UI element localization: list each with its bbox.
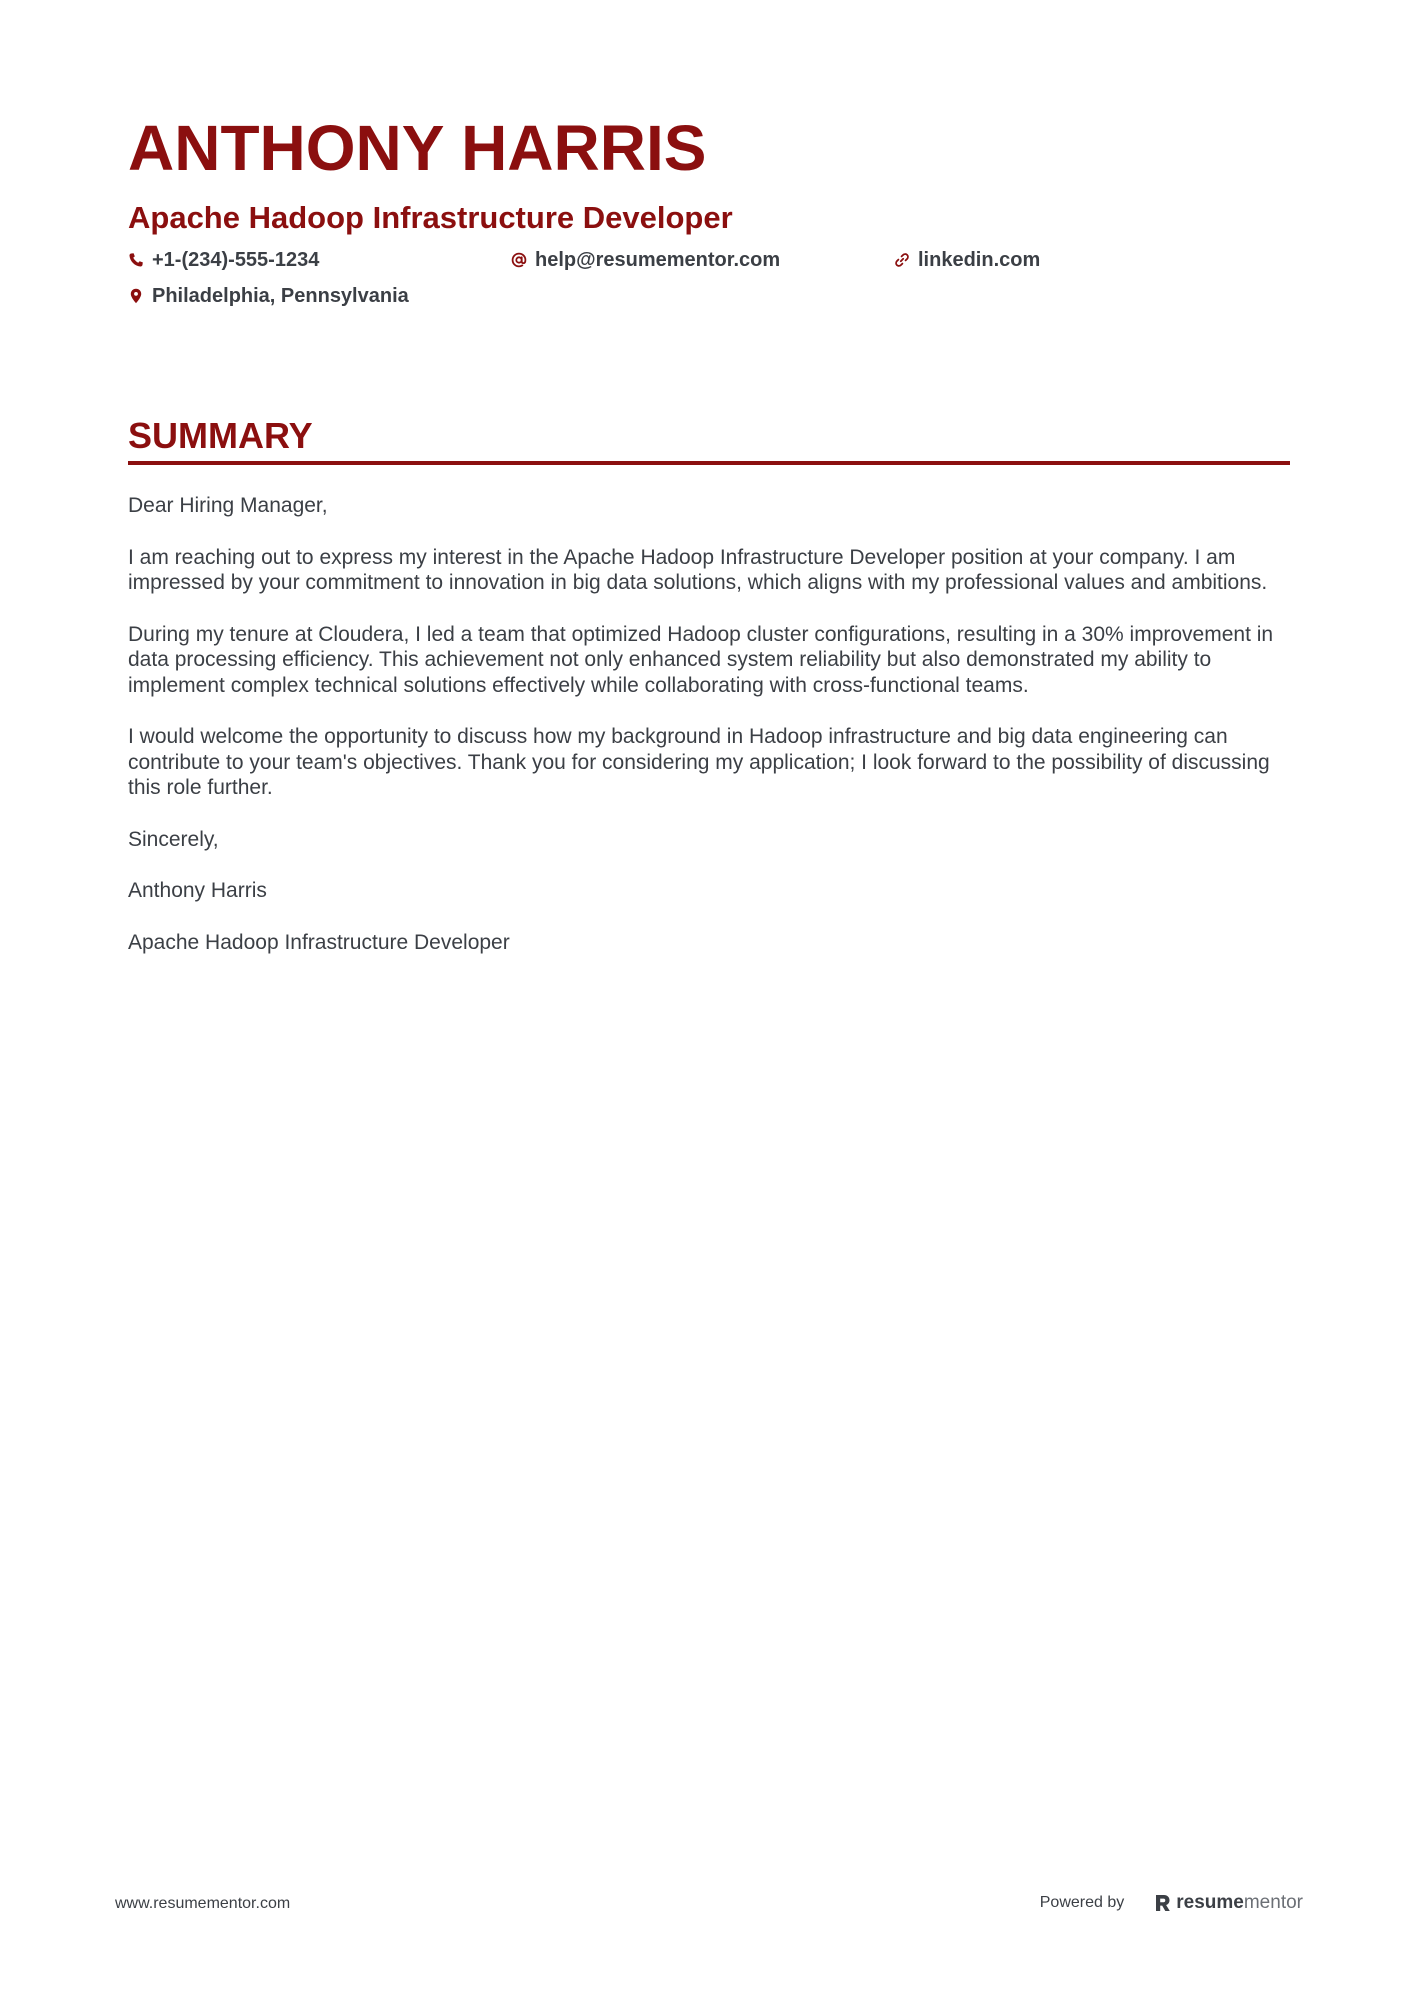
- summary-heading: SUMMARY: [128, 415, 313, 456]
- brand-logo[interactable]: [1154, 1892, 1303, 1914]
- signature-name: Anthony Harris: [128, 879, 267, 902]
- candidate-role: Apache Hadoop Infrastructure Developer: [128, 200, 733, 235]
- contact-phone[interactable]: [128, 246, 319, 274]
- footer-branding: [1040, 1892, 1303, 1914]
- location-text: Philadelphia, Pennsylvania: [152, 284, 409, 307]
- footer-website[interactable]: www.resumementor.com: [115, 1895, 291, 1912]
- paragraph: I would welcome the opportunity to discuss how my background in Hadoop infrastructure and big data engineering can contribute to your team's objectives. Thank you for considering my application; I look forward to the possibility of discussing this role further.: [128, 725, 1270, 799]
- section-divider: [128, 461, 1290, 465]
- closing: Sincerely,: [128, 827, 219, 851]
- resume-page: [128, 108, 1290, 981]
- phone-icon: [128, 252, 144, 268]
- powered-by-label: Powered by: [1039, 1894, 1125, 1911]
- paragraph: During my tenure at Cloudera, I led a team that optimized Hadoop cluster configurations, resulting in a 30% improvement in data processing efficiency. This achievement not only enhanced system reliability but also demonstrated my ability to implement complex technical solutions effectively while collaborating with cross-functional teams.: [128, 622, 1274, 697]
- letter-body: [128, 493, 1290, 955]
- signature-title: Apache Hadoop Infrastructure Developer: [128, 930, 510, 954]
- contact-location: [128, 282, 409, 310]
- brand-text-light: mentor: [1243, 1892, 1303, 1913]
- resumementor-logo-icon: [1154, 1893, 1172, 1913]
- candidate-name: ANTHONY HARRIS: [128, 112, 707, 184]
- link-icon: [894, 252, 910, 268]
- contact-link[interactable]: [894, 246, 1040, 274]
- link-text: linkedin.com: [918, 248, 1041, 271]
- contact-block: [128, 246, 1290, 326]
- salutation: Dear Hiring Manager,: [128, 494, 328, 517]
- at-sign-icon: [511, 252, 527, 268]
- phone-text: +1-(234)-555-1234: [152, 248, 320, 271]
- contact-email[interactable]: [511, 246, 780, 274]
- brand-text-bold: resume: [1176, 1892, 1244, 1913]
- location-pin-icon: [128, 288, 144, 304]
- paragraph: I am reaching out to express my interest in the Apache Hadoop Infrastructure Developer position at your company. I am impressed by your commitment to innovation in big data solutions, which aligns with my professional values and ambitions.: [128, 545, 1268, 594]
- email-text: help@resumementor.com: [535, 248, 781, 271]
